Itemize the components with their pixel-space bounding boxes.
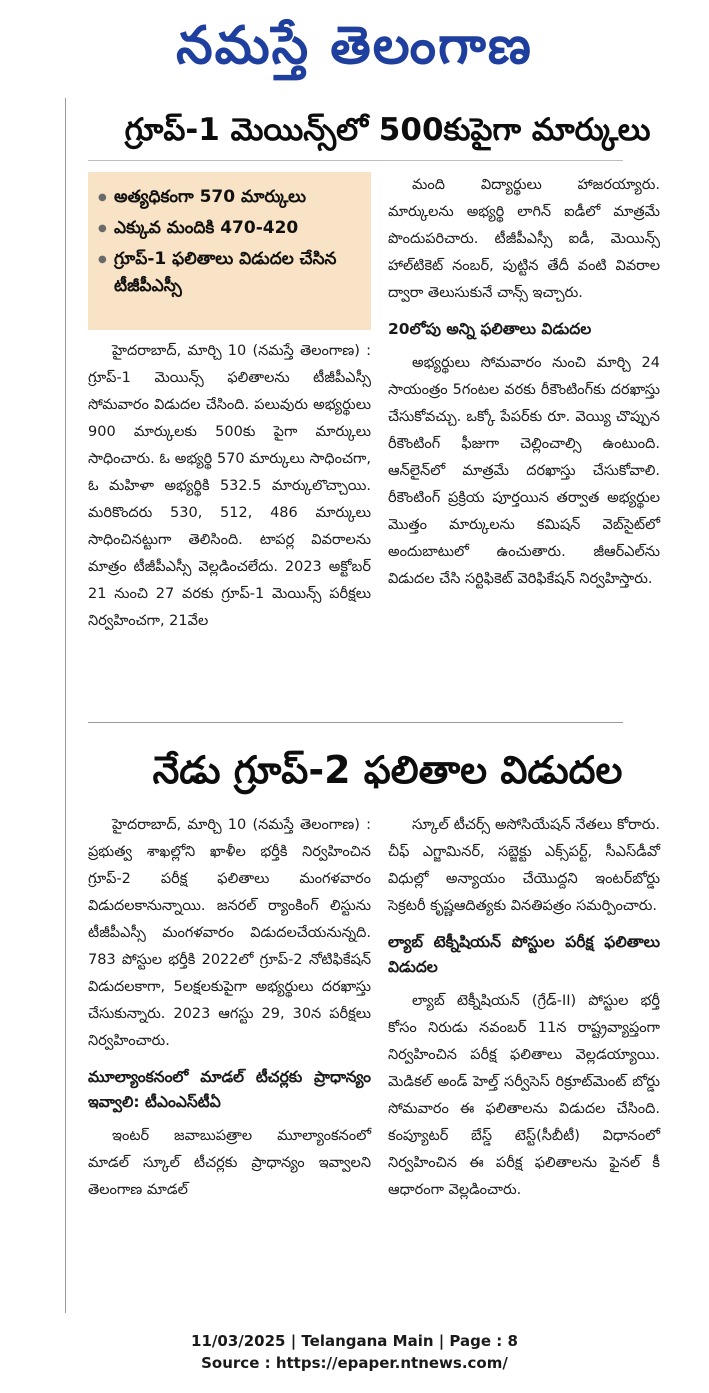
footer-date-edition: 11/03/2025 | Telangana Main | Page : 8 [191,1332,518,1350]
story2-column-left [88,812,371,1204]
story2-subheading: ల్యాబ్ టెక్నీషియన్ పోస్టుల పరీక్ష ఫలితాలు విడుదల [388,933,660,976]
story2-body-paragraph: స్కూల్ టీచర్స్ అసోసియేషన్ నేతలు కోరారు. చీఫ్ ఎగ్జామినర్, సబ్జెక్టు ఎక్స్‌పర్ట్, సీఎస్‌డీవో విధుల్లో అన్యాయం చేయొద్దని ఇంటర్‌బోర్డు సెక్రటరీ కృష్ణఆదిత్యకు వినతిపత్రం సమర్పించారు. [388,817,660,914]
story1-body-paragraph: మంది విద్యార్థులు హాజరయ్యారు. మార్కులను అభ్యర్థి లాగిన్ ఐడీలో మాత్రమే పొందుపరిచారు. టీజీపీఎస్సీ ఐడీ, మెయిన్స్ హాల్‌టికెట్ నంబర్, పుట్టిన తేదీ వంటి వివరాల ద్వారా తెలుసుకునే చాన్స్ ఇచ్చారు. [388,177,660,301]
story1-highlights-list [88,172,371,300]
story1-headline-divider [88,160,623,161]
story-divider [88,722,623,723]
story1-column-right [388,172,660,593]
left-margin-rule [65,98,66,1313]
masthead-title: నమస్తే తెలంగాణ [176,15,533,76]
story1-subheading: 20లోపు అన్ని ఫలితాలు విడుదల [388,320,592,338]
story2-body-paragraph: హైదరాబాద్, మార్చి 10 (నమస్తే తెలంగాణ) : ప్రభుత్వ శాఖల్లోని ఖాళీల భర్తీకి నిర్వహించిన గ్రూప్-2 పరీక్ష ఫలితాలు మంగళవారం విడుదలకానున్నాయి. జనరల్ ర్యాంకింగ్ లిస్టును టీజీపీఎస్సీ మంగళవారం విడుదలచేయనున్నది. 783 పోస్టుల భర్తీకి 2022లో గ్రూప్-2 నోటిఫికేషన్ విడుదలకాగా, 5లక్షలకుపైగా అభ్యర్థులు దరఖాస్తు చేసుకున్నారు. 2023 ఆగస్టు 29, 30న పరీక్షలు నిర్వహించారు. [88,817,371,1049]
highlight-item: ● గ్రూప్-1 ఫలితాలు విడుదల చేసిన టీజీపీఎస్సీ [98,246,363,300]
highlight-item: ● ఎక్కువ మందికి 470-420 [98,215,363,242]
story2-body-paragraph: ఇంటర్ జవాబుపత్రాల మూల్యాంకనంలో మాడల్ స్కూల్ టీచర్లకు ప్రాధాన్యం ఇవ్వాలని తెలంగాణ మాడల్ [88,1128,371,1198]
story2-body-paragraph: ల్యాబ్ టెక్నీషియన్ (గ్రేడ్-II) పోస్టుల భర్తీ కోసం నిరుడు నవంబర్ 11న రాష్ట్రవ్యాప్తంగా నిర్వహించిన పరీక్ష ఫలితాలు వెల్లడయ్యాయి. మెడికల్ అండ్ హెల్త్ సర్వీసెస్ రిక్రూట్‌మెంట్ బోర్డు సోమవారం ఈ ఫలితాలను విడుదల చేసింది. కంప్యూటర్ బేస్డ్ టెస్ట్(సీబీటీ) విధానంలో నిర్వహించిన ఈ పరీక్ష ఫలితాలను ఫైనల్ కీ ఆధారంగా వెల్లడించారు. [388,993,660,1198]
highlight-item: ● అత్యధికంగా 570 మార్కులు [98,184,363,211]
story1-body-paragraph: హైదరాబాద్, మార్చి 10 (నమస్తే తెలంగాణ) : గ్రూప్-1 మెయిన్స్ ఫలితాలను టీజీపీఎస్సీ సోమవారం విడుదల చేసింది. పలువురు అభ్యర్థులు 900 మార్కులకు 500కు పైగా మార్కులు సాధించారు. ఓ అభ్యర్థి 570 మార్కులు సాధించగా, ఓ మహిళా అభ్యర్థికి 532.5 మార్కులొచ్చాయి. మరికొందరు 530, 512, 486 మార్కులు సాధించినట్టుగా తెలిసింది. టాపర్ల వివరాలను మాత్రం టీజీపీఎస్సీ వెల్లడించలేదు. 2023 అక్టోబర్ 21 నుంచి 27 వరకు గ్రూప్-1 మెయిన్స్ పరీక్షలు నిర్వహించగా, 21వేల [88,343,371,629]
story2-subheading: మూల్యాంకనంలో మాడల్ టీచర్లకు ప్రాధాన్యం ఇవ్వాలి: టీఎంఎస్‌టీఏ [88,1068,371,1111]
story1-column-left [88,338,371,635]
footer-source: Source : https://epaper.ntnews.com/ [201,1354,508,1372]
story1-body-paragraph: అభ్యర్థులు సోమవారం నుంచి మార్చి 24 సాయంత్రం 5గంటల వరకు రీకౌంటింగ్‌కు దరఖాస్తు చేసుకోవచ్చు. ఒక్కో పేపర్‌కు రూ. వెయ్యి చొప్పున రీకౌంటింగ్ ఫీజుగా చెల్లించాల్సి ఉంటుంది. ఆన్‌లైన్‌లో మాత్రమే దరఖాస్తు చేసుకోవాలి. రీకౌంటింగ్ ప్రక్రియ పూర్తయిన తర్వాత అభ్యర్థుల మొత్తం మార్కులను కమిషన్ వెబ్‌సైట్‌లో అందుబాటులో ఉంచుతారు. జీఆర్‌ఎల్‌ను విడుదల చేసి సర్టిఫికెట్ వెరిఫికేషన్ నిర్వహిస్తారు. [388,355,660,587]
story1-highlights-box [88,172,371,330]
story2-column-right [388,812,660,1204]
story1-headline: గ్రూప్-1 మెయిన్స్‌లో 500కుపైగా మార్కులు [124,112,651,148]
story2-headline: నేడు గ్రూప్-2 ఫలితాల విడుదల [152,748,623,792]
